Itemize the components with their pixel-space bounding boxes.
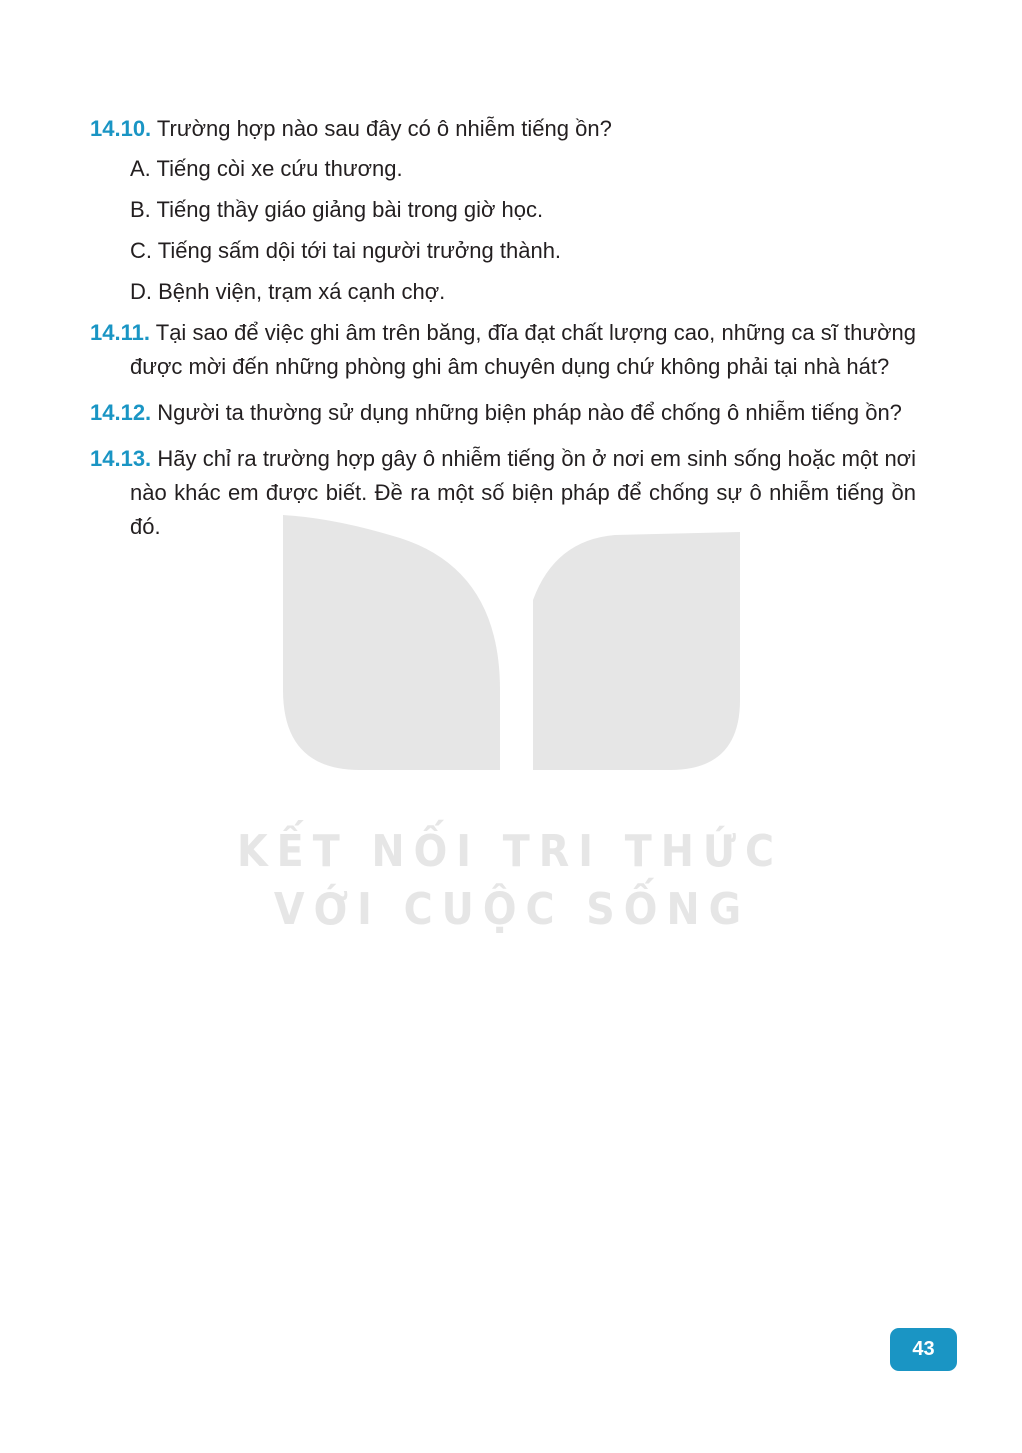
watermark-line-2: VỚI CUỘC SỐNG (273, 884, 751, 935)
exercise-list (90, 112, 916, 544)
watermark-leaf-right (533, 532, 740, 770)
question-text: Người ta thường sử dụng những biện pháp nào để chống ô nhiễm tiếng ồn? (157, 400, 902, 425)
question-14-11 (90, 316, 916, 384)
option-a: A. Tiếng còi xe cứu thương. (130, 156, 403, 181)
page-number-badge: 43 (890, 1328, 957, 1371)
option-b: B. Tiếng thầy giáo giảng bài trong giờ học. (130, 197, 544, 222)
question-14-12 (90, 396, 916, 430)
option-d: D. Bệnh viện, trạm xá cạnh chợ. (130, 279, 446, 304)
question-number: 14.12. (90, 400, 152, 425)
question-number: 14.10. (90, 116, 152, 141)
watermark-line-1: KẾT NỐI TRI THỨC (237, 826, 783, 877)
watermark-leaf-left (283, 515, 500, 770)
question-14-10 (90, 112, 916, 309)
question-text: Trường hợp nào sau đây có ô nhiễm tiếng ồn? (156, 116, 612, 141)
question-number: 14.11. (90, 320, 150, 345)
question-text: Tại sao để việc ghi âm trên băng, đĩa đạt chất lượng cao, những ca sĩ thường được mời đến những phòng ghi âm chuyên dụng chứ không phải tại nhà hát? (130, 320, 917, 379)
question-14-13 (90, 442, 916, 544)
question-text: Hãy chỉ ra trường hợp gây ô nhiễm tiếng ồn ở nơi em sinh sống hoặc một nơi nào khác em được biết. Đề ra một số biện pháp để chống sự ô nhiễm tiếng ồn đó. (130, 446, 916, 539)
question-number: 14.13. (90, 446, 152, 471)
option-c: C. Tiếng sấm dội tới tai người trưởng thành. (130, 238, 562, 263)
answer-options (90, 152, 916, 309)
